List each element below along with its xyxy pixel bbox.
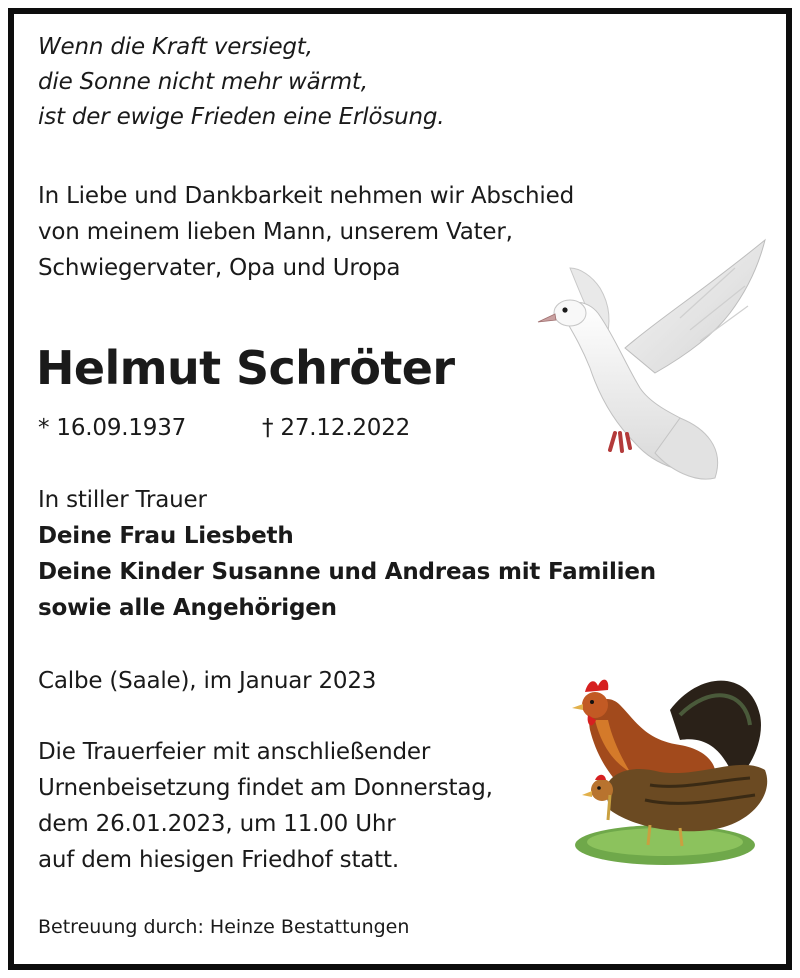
- intro-line: von meinem lieben Mann, unserem Vater,: [38, 219, 513, 245]
- deceased-name: Helmut Schröter: [36, 341, 455, 395]
- mourner-line: Deine Kinder Susanne und Andreas mit Familien: [38, 559, 656, 585]
- ceremony-line: auf dem hiesigen Friedhof statt.: [38, 847, 399, 873]
- intro-line: Schwiegervater, Opa und Uropa: [38, 255, 401, 281]
- mourning-block: [38, 482, 656, 626]
- ceremony-line: Die Trauerfeier mit anschließender: [38, 739, 431, 765]
- mourning-intro: In stiller Trauer: [38, 487, 207, 513]
- mourner-line: sowie alle Angehörigen: [38, 595, 337, 621]
- place-date: Calbe (Saale), im Januar 2023: [38, 668, 377, 694]
- poem-line: ist der ewige Frieden eine Erlösung.: [38, 104, 445, 130]
- rooster-and-hen-image: [550, 660, 780, 870]
- intro-line: In Liebe und Dankbarkeit nehmen wir Abschied: [38, 183, 574, 209]
- ceremony-line: dem 26.01.2023, um 11.00 Uhr: [38, 811, 396, 837]
- poem-line: die Sonne nicht mehr wärmt,: [38, 69, 368, 95]
- funeral-home-credit: Betreuung durch: Heinze Bestattungen: [38, 916, 410, 938]
- birth-date: * 16.09.1937: [38, 415, 187, 441]
- poem-line: Wenn die Kraft versiegt,: [38, 34, 313, 60]
- ceremony-info: [38, 734, 493, 878]
- poem: [38, 30, 444, 135]
- death-date: † 27.12.2022: [262, 415, 411, 441]
- dove-image: [530, 238, 770, 488]
- ceremony-line: Urnenbeisetzung findet am Donnerstag,: [38, 775, 493, 801]
- intro-text: [38, 178, 574, 286]
- mourner-line: Deine Frau Liesbeth: [38, 523, 294, 549]
